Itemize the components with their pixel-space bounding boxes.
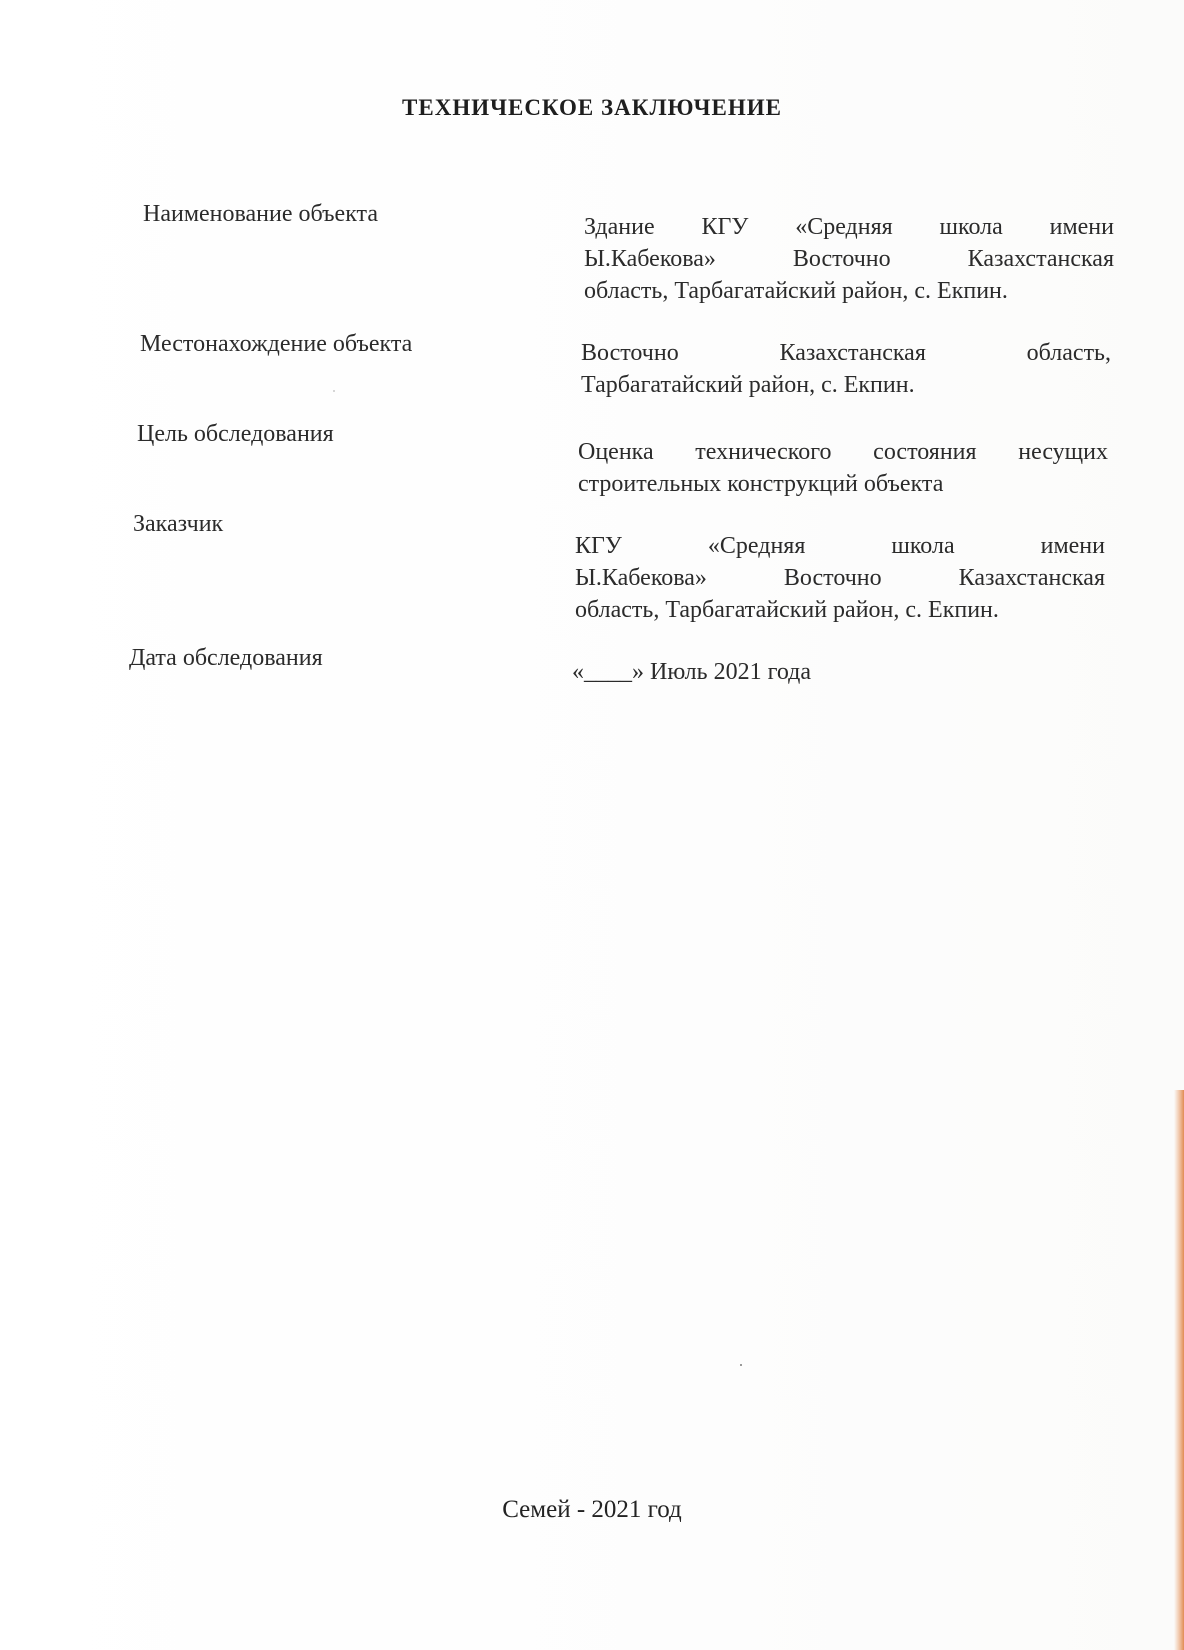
field-label-object-name: Наименование объекта xyxy=(143,201,378,227)
value-line: область, Тарбагатайский район, с. Екпин. xyxy=(575,597,999,623)
value-line: КГУ «Средняя школа имени xyxy=(575,533,1105,559)
field-label-object-location: Местонахождение объекта xyxy=(140,331,413,357)
value-line: Восточно Казахстанская область, xyxy=(581,340,1111,366)
page-edge-shadow xyxy=(1174,1090,1184,1650)
paper-speck xyxy=(333,390,335,392)
value-line: Здание КГУ «Средняя школа имени xyxy=(584,214,1114,240)
value-line: «____» Июль 2021 года xyxy=(572,659,812,685)
value-line: Тарбагатайский район, с. Екпин. xyxy=(581,372,915,398)
field-value-inspection-purpose xyxy=(578,436,1108,500)
field-label-inspection-purpose: Цель обследования xyxy=(137,421,334,447)
document-footer: Семей - 2021 год xyxy=(502,1496,682,1523)
value-line: область, Тарбагатайский район, с. Екпин. xyxy=(584,278,1008,304)
paper-speck xyxy=(740,1364,742,1366)
document-title: ТЕХНИЧЕСКОЕ ЗАКЛЮЧЕНИЕ xyxy=(402,95,782,120)
field-value-object-location xyxy=(581,337,1111,401)
value-line: строительных конструкций объекта xyxy=(578,471,944,497)
field-value-customer xyxy=(575,530,1105,626)
value-line: Оценка технического состояния несущих xyxy=(578,439,1108,465)
field-label-inspection-date: Дата обследования xyxy=(129,645,323,671)
field-label-customer: Заказчик xyxy=(133,511,224,537)
field-value-inspection-date xyxy=(572,656,1102,688)
value-line: Ы.Кабекова» Восточно Казахстанская xyxy=(584,246,1114,272)
field-value-object-name xyxy=(584,211,1114,307)
value-line: Ы.Кабекова» Восточно Казахстанская xyxy=(575,565,1105,591)
